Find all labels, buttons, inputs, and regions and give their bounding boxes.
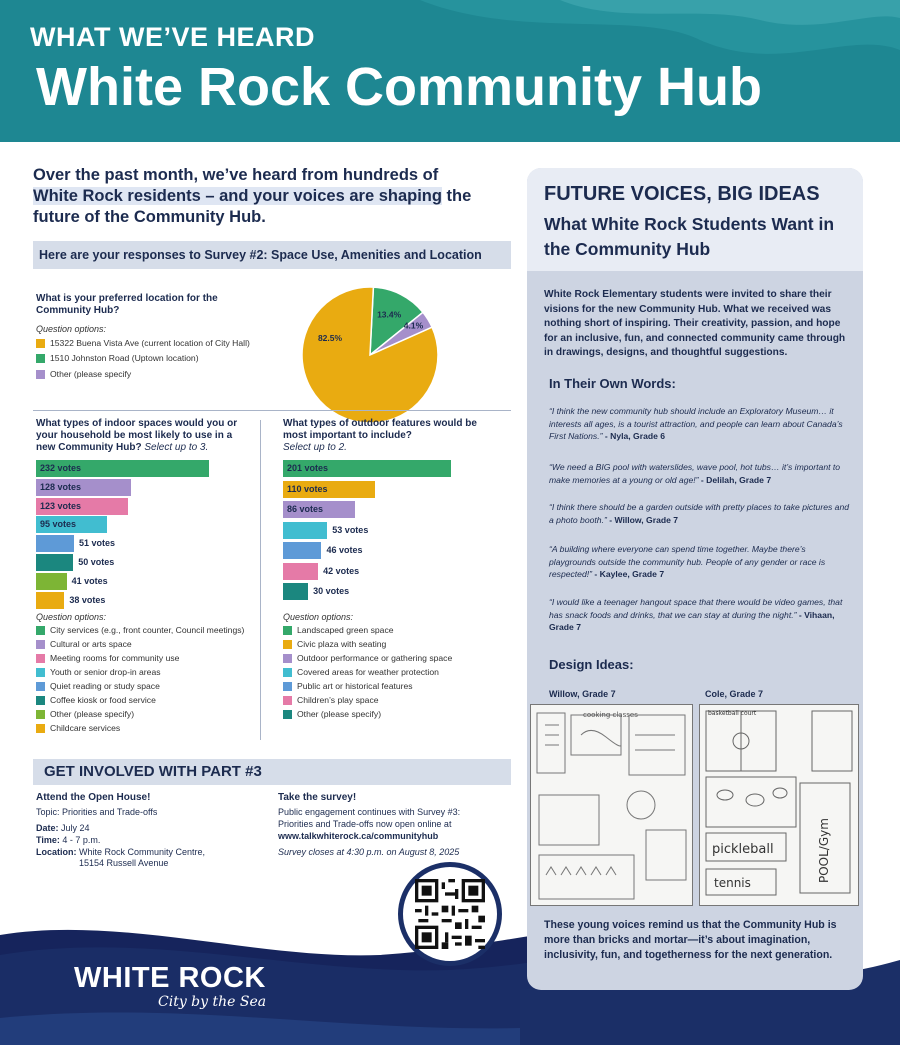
legend-swatch [36,370,45,379]
legend-label: Outdoor performance or gathering space [297,653,453,663]
date-value: July 24 [61,823,90,833]
survey-line-1: Public engagement continues with Survey #3: [278,807,461,817]
bar-value-label: 201 votes [287,463,329,473]
bar-value-label: 123 votes [40,500,82,511]
legend-item [36,681,160,691]
own-words-heading: In Their Own Words: [549,376,676,391]
design-caption: Cole, Grade 7 [705,689,764,699]
legend-label: Cultural or arts space [50,639,132,649]
bar-value-label: 50 votes [78,557,115,567]
pie-data-label: 82.5% [317,333,343,343]
legend-item [283,653,452,663]
legend-label: Other (please specify) [50,709,135,719]
survey-line-2: Priorities and Trade-offs now open online at [278,819,452,829]
quote-author: - Delilah, Grade 7 [698,474,772,485]
bar-value-label: 232 votes [40,463,82,473]
survey-closing-note: Survey closes at 4:30 p.m. on August 8, 2025 [278,847,460,857]
student-quote [549,543,849,581]
bar-value-label: 86 votes [287,504,324,514]
open-house-date [36,822,90,834]
legend-swatch [36,640,45,649]
date-label: Date: [36,823,59,833]
section-divider [33,410,511,411]
legend-swatch [283,654,292,663]
intro-line-2 [33,186,493,207]
indoor-options-title: Question options: [36,612,107,622]
student-drawing-cole [699,704,859,906]
intro-highlight: White Rock residents – and your voices are shaping [33,187,442,205]
future-voices-subtitle: What White Rock Students Want in the Community Hub [544,214,835,259]
legend-swatch [36,654,45,663]
quote-text: “We need a BIG pool with waterslides, wave pool, hot tubs… it’s important to make memories at a young or old age!” [549,462,841,485]
legend-label: Public art or historical features [297,681,413,691]
legend-item [36,667,161,677]
sketch-image [531,705,692,905]
bar-value-label: 110 votes [287,483,328,494]
intro-line-1: Over the past month, we’ve heard from hundreds of [33,166,439,184]
sketch-label: tennis [714,876,751,890]
quote-author: - Nyla, Grade 6 [602,431,666,441]
legend-label: Quiet reading or study space [50,681,160,691]
quote-text: “A building where everyone can spend time together. Maybe there’s playgrounds outside the community hub. People of any gender or race is respected!” [549,544,826,579]
outdoor-options-title: Question options: [283,612,354,622]
pie-data-label: 13.4% [377,309,402,320]
kicker-text: WHAT WE’VE HEARD [30,22,315,52]
future-voices-title: FUTURE VOICES, BIG IDEAS [544,183,820,205]
legend-swatch [36,354,45,363]
legend-swatch [283,640,292,649]
legend-item [36,695,156,705]
white-rock-logo: WHITE ROCK [74,962,266,994]
quote-author: - Vihaan, Grade 7 [549,609,835,632]
bar-value-label: 41 votes [71,575,108,586]
student-quote [549,405,849,443]
bar [36,592,64,609]
legend-label: Covered areas for weather protection [297,667,439,677]
location-options-title: Question options: [36,324,107,334]
qr-code-icon [415,879,485,949]
bar-value-label: 30 votes [313,586,350,596]
student-quote [549,596,849,634]
legend-swatch [36,710,45,719]
legend-swatch [36,626,45,635]
sketch-label: POOL/Gym [817,818,831,883]
pie-data-label: 4.1% [403,320,424,331]
survey-url-link[interactable]: www.talkwhiterock.ca/communityhub [278,831,439,841]
intro-line-3: future of the Community Hub. [33,208,266,226]
indoor-question-hint: Select up to 3. [144,442,209,453]
survey-heading: Take the survey! [278,792,357,803]
open-house-topic: Topic: Priorities and Trade-offs [36,807,158,817]
location-option-label: Other (please specify [50,369,132,379]
bar [283,583,308,600]
location-line-2: 15154 Russell Avenue [79,858,169,868]
legend-item [283,667,439,677]
location-option [36,338,250,348]
get-involved-heading: GET INVOLVED WITH PART #3 [33,759,511,785]
open-house-time [36,834,100,846]
location-option-label: 15322 Buena Vista Ave (current location of City Hall) [50,338,250,348]
time-label: Time: [36,835,60,845]
legend-item [36,723,120,733]
indoor-question-text: What types of indoor spaces would you or your household be most likely to use in a new Community Hub? [36,418,238,453]
outdoor-question [283,418,493,454]
qr-code[interactable] [398,862,502,966]
legend-swatch [283,696,292,705]
indoor-question [36,418,254,454]
page-title: White Rock Community Hub [36,57,762,117]
legend-swatch [36,696,45,705]
bar-value-label: 42 votes [323,565,360,576]
location-option [36,353,199,363]
student-quote [549,501,849,526]
legend-swatch [283,626,292,635]
legend-label: City services (e.g., front counter, Council meetings) [50,625,245,635]
design-ideas-heading: Design Ideas: [549,657,634,672]
outdoor-question-text: What types of outdoor features would be most important to include? [283,418,477,441]
legend-item [36,639,132,649]
bar [36,535,74,552]
location-label: Location: [36,847,77,857]
legend-item [283,681,413,691]
bar [283,542,321,559]
legend-swatch [36,682,45,691]
header-banner [0,0,900,142]
sketch-label: pickleball [712,842,774,857]
legend-label: Other (please specify) [297,709,382,719]
legend-label: Youth or senior drop-in areas [50,667,161,677]
legend-swatch [36,724,45,733]
bar [283,563,318,580]
bar-value-label: 51 votes [79,538,116,549]
legend-swatch [36,339,45,348]
legend-label: Childcare services [50,723,121,733]
column-divider [260,420,261,740]
legend-swatch [36,668,45,677]
legend-item [283,709,381,719]
location-option [36,369,131,379]
legend-item [283,639,386,649]
legend-swatch [283,710,292,719]
intro-statement [33,165,493,228]
legend-item [36,653,179,663]
legend-label: Landscaped green space [297,625,394,635]
quote-text: “I think the new community hub should include an Exploratory Museum… it interests all ages, is a tourist attraction, and people can learn about Canada’s First Nations.” [549,406,843,441]
quote-text: “I would like a teenager hangout space that there would be video games, that has snack foods and drinks, that we can stay at during the night.” [549,597,843,620]
outdoor-question-hint: Select up to 2. [283,442,347,453]
location-line-1: White Rock Community Centre, [79,847,206,857]
intro-line-2-rest: the [441,187,472,205]
legend-label: Children’s play space [297,695,379,705]
legend-swatch [283,668,292,677]
sketch-image [700,705,858,905]
location-option-label: 1510 Johnston Road (Uptown location) [50,353,199,363]
bar-value-label: 38 votes [69,594,106,605]
location-pie-chart [300,285,440,425]
student-quote [549,461,849,486]
sketch-label: cooking classes [583,711,638,719]
legend-swatch [283,682,292,691]
bar-value-label: 128 votes [40,481,82,492]
student-drawing-willow [530,704,693,906]
legend-item [36,625,244,635]
time-value: 4 - 7 p.m. [62,835,101,845]
bar [283,522,327,539]
bar [36,573,67,590]
legend-item [283,695,379,705]
design-caption: Willow, Grade 7 [549,689,616,699]
bar-value-label: 95 votes [40,519,77,530]
legend-label: Civic plaza with seating [297,639,387,649]
quote-author: - Willow, Grade 7 [606,514,679,525]
quote-text: “I think there should be a garden outside with pretty places to take pictures and a photo booth.” [549,502,850,525]
quote-author: - Kaylee, Grade 7 [592,569,665,579]
closing-statement: These young voices remind us that the Community Hub is more than bricks and mortar—it’s about imagination, inclusivity, fun, and togetherness for the next generation. [544,919,837,961]
bar-value-label: 53 votes [332,524,369,535]
bar-value-label: 46 votes [326,545,363,555]
survey-section-heading: Here are your responses to Survey #2: Space Use, Amenities and Location [33,241,511,269]
open-house-heading: Attend the Open House! [36,792,151,803]
legend-label: Coffee kiosk or food service [50,695,156,705]
legend-item [283,625,394,635]
bar [36,554,73,571]
logo-tagline: City by the Sea [158,994,267,1010]
sketch-label: basketball court [708,710,757,717]
legend-label: Meeting rooms for community use [50,653,180,663]
legend-item [36,709,134,719]
location-question: What is your preferred location for the Community Hub? [36,293,218,316]
future-voices-intro: White Rock Elementary students were invited to share their visions for the new Community Hub. What we received was nothing short of inspiring. Their creativity, passion, and hope for an inclusive, fun, and connected community came through in drawings, designs, and thoughtful suggestions. [544,289,846,359]
